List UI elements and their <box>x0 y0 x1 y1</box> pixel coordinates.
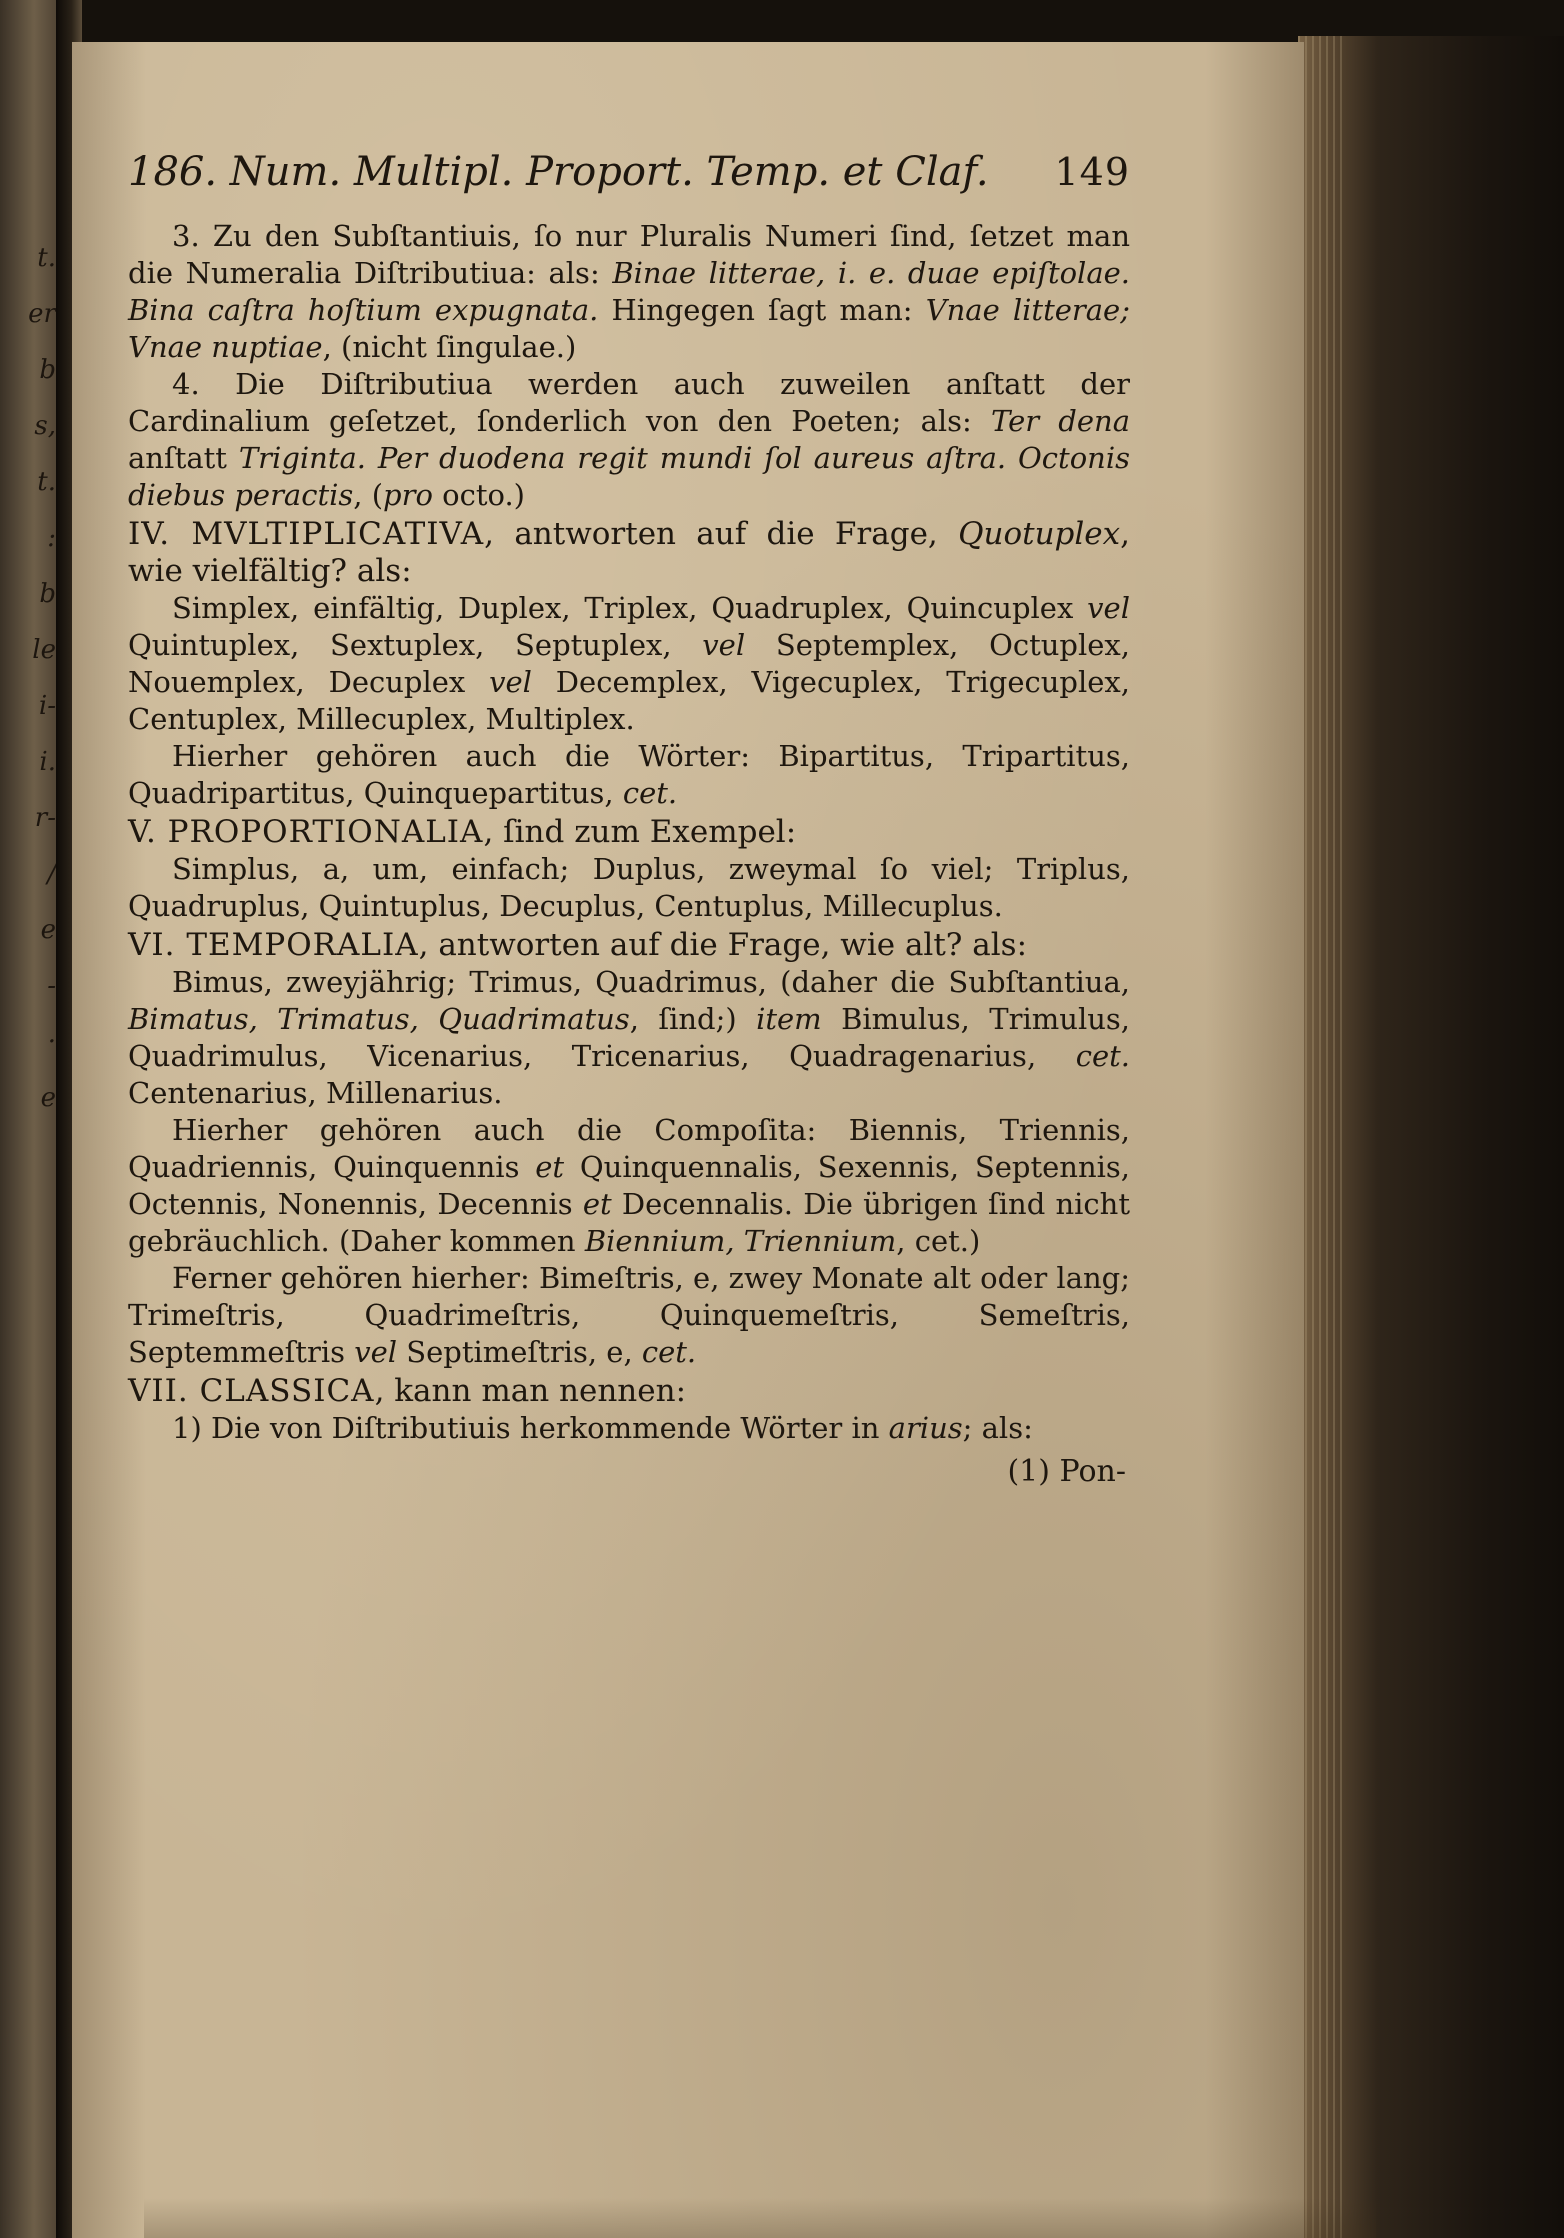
text-run: Bimulus, Trimulus, Quadrimulus, Vicenarius, Tricenarius, Quadragenarius, <box>128 1002 1130 1073</box>
paragraph <box>128 1410 1130 1447</box>
paragraph <box>128 738 1130 812</box>
margin-fragment: le <box>32 635 56 665</box>
margin-fragment: t. <box>37 467 56 497</box>
italic-text: vel <box>489 665 532 699</box>
text-run: 1) Die von Diſtributiuis herkommende Wörter in <box>172 1411 889 1445</box>
italic-text: vel <box>1087 591 1130 625</box>
page-bottom-shadow <box>144 2198 1376 2238</box>
text-run: , wie vielfältig? als: <box>128 516 1130 589</box>
text-run: , antworten auf die Frage, <box>484 516 959 552</box>
margin-fragment: r- <box>34 803 56 833</box>
text-run: IV. MVLTIPLICATIVA <box>128 516 485 552</box>
paragraph <box>128 366 1130 514</box>
margin-fragment: b <box>39 355 56 385</box>
text-run: Decennalis. Die übrigen ſind nicht gebräuchlich. (Daher kommen <box>128 1187 1131 1258</box>
text-run: , kann man nennen: <box>374 1373 687 1409</box>
running-head-title: 186. Num. Multipl. Proport. Temp. et Claf. <box>128 149 989 195</box>
text-run: Quinquennalis, Sexennis, Septennis, Octennis, Nonennis, Decennis <box>128 1150 1131 1221</box>
text-run: ; als: <box>962 1411 1033 1445</box>
margin-fragment: i- <box>38 691 56 721</box>
margin-fragment: : <box>47 523 56 553</box>
italic-text: Vnae litterae; Vnae nuptiae <box>128 293 1130 364</box>
text-run: Ferner gehören hierher: Bimeſtris, e, zwey Monate alt oder lang; Trimeſtris, Quadrimeſtris, Quinquemeſtris, Semeſtris, Septemmeſtris <box>128 1261 1130 1369</box>
italic-text: cet. <box>641 1335 697 1369</box>
previous-page-edge <box>0 0 62 2238</box>
paragraph <box>128 964 1130 1112</box>
text-run: VII. CLASSICA <box>128 1373 375 1409</box>
text-run: Hierher gehören auch die Wörter: Bipartitus, Tripartitus, Quadripartitus, Quinquepartitus, <box>128 739 1130 810</box>
text-run: 3. Zu den Subſtantiuis, ſo nur Pluralis Numeri ſind, ſetzet man die Numeralia Diſtributiua: als: <box>128 219 1130 290</box>
text-run: VI. TEMPORALIA <box>128 927 419 963</box>
text-run: Hingegen ſagt man: <box>598 293 926 327</box>
paragraph <box>128 1112 1130 1260</box>
text-run: anſtatt <box>128 441 239 475</box>
text-run: Simplus, a, um, einfach; Duplus, zweymal ſo viel; Triplus, Quadruplus, Quintuplus, Decuplus, Centuplus, Millecuplus. <box>128 852 1130 923</box>
italic-text: vel <box>354 1335 398 1369</box>
section-heading <box>128 814 1130 851</box>
book-page <box>72 42 1304 2238</box>
previous-page-margin-text <box>0 230 56 1126</box>
italic-text: vel <box>702 628 746 662</box>
text-run: Decemplex, Vigecuplex, Trigecuplex, Centuplex, Millecuplex, Multiplex. <box>128 665 1130 736</box>
page-text-block <box>128 142 1130 1490</box>
margin-fragment: · <box>47 1027 56 1057</box>
margin-fragment: t. <box>37 243 56 273</box>
text-run: Simplex, einfältig, Duplex, Triplex, Quadruplex, Quincuplex <box>172 591 1088 625</box>
italic-text: Ter dena <box>991 404 1131 438</box>
paragraph <box>128 590 1130 738</box>
margin-fragment: / <box>47 859 56 889</box>
text-run: Hierher gehören auch die Compoſita: Biennis, Triennis, Quadriennis, Quinquennis <box>128 1113 1130 1184</box>
page-block-edge <box>1298 36 1564 2238</box>
italic-text: item <box>756 1002 822 1036</box>
text-run: , cet.) <box>896 1224 981 1258</box>
running-head <box>128 142 1130 202</box>
italic-text: cet. <box>1075 1039 1130 1073</box>
text-run: Septimeſtris, e, <box>397 1335 642 1369</box>
margin-fragment: s, <box>34 411 56 441</box>
italic-text: et <box>535 1150 565 1184</box>
section-heading <box>128 927 1130 964</box>
text-run: Bimus, zweyjährig; Trimus, Quadrimus, (daher die Subſtantiua, <box>172 965 1130 999</box>
margin-fragment: b <box>39 579 56 609</box>
paragraph <box>128 851 1130 925</box>
text-run: , ( <box>353 478 384 512</box>
text-run: Quintuplex, Sextuplex, Septuplex, <box>128 628 703 662</box>
text-run: , ſind zum Exempel: <box>483 814 797 850</box>
section-heading <box>128 1373 1130 1410</box>
italic-text: pro <box>383 478 433 512</box>
section-heading <box>128 516 1130 590</box>
margin-fragment: er <box>28 299 56 329</box>
margin-fragment: e <box>40 1083 56 1113</box>
paragraph <box>128 1260 1130 1371</box>
margin-fragment: i. <box>39 747 56 777</box>
italic-text: Triginta. Per duodena regit mundi ſol aureus aſtra. Octonis diebus peractis <box>128 441 1130 512</box>
italic-text: et <box>582 1187 612 1221</box>
text-run: , antworten auf die Frage, wie alt? als: <box>418 927 1028 963</box>
paragraph <box>128 218 1130 366</box>
margin-fragment: e <box>40 915 56 945</box>
text-run: , ſind;) <box>629 1002 757 1036</box>
italic-text: arius <box>888 1411 963 1445</box>
text-run: V. PROPORTIONALIA <box>128 814 484 850</box>
body-text <box>128 218 1130 1447</box>
catchword: (1) Pon- <box>1007 1454 1126 1489</box>
text-run: 4. Die Diſtributiua werden auch zuweilen anſtatt der Cardinalium geſetzet, ſonderlich von den Poeten; als: <box>128 367 1130 438</box>
text-run: Septemplex, Octuplex, Nouemplex, Decuplex <box>128 628 1130 699</box>
margin-fragment: - <box>47 971 56 1001</box>
text-run: octo.) <box>432 478 525 512</box>
text-run: Centenarius, Millenarius. <box>128 1076 503 1110</box>
text-run: , (nicht ſingulae.) <box>322 330 577 364</box>
italic-text: cet. <box>622 776 678 810</box>
italic-text: Quotuplex <box>958 516 1121 552</box>
italic-text: Biennium, Triennium <box>584 1224 897 1258</box>
page-number: 149 <box>1054 150 1130 194</box>
italic-text: Bimatus, Trimatus, Quadrimatus <box>128 1002 630 1036</box>
italic-text: Binae litterae, i. e. duae epiſtolae. Bina caſtra hoſtium expugnata. <box>128 256 1130 327</box>
